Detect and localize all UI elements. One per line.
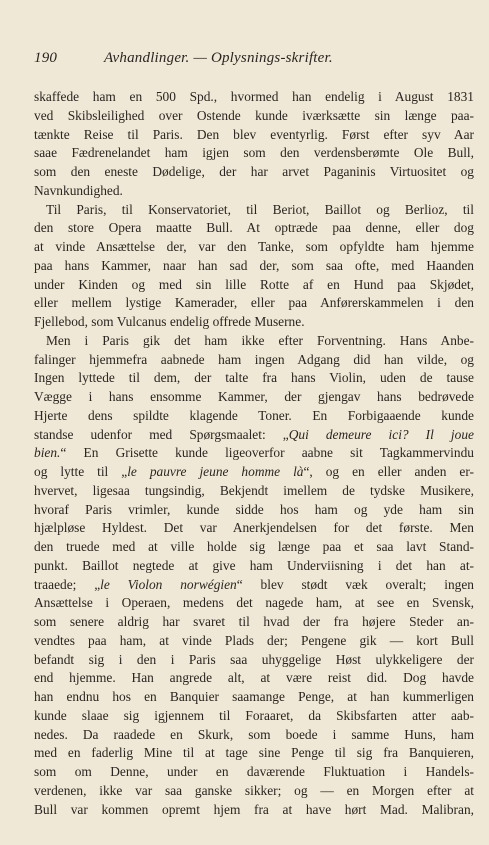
text-segment: paa hans Kammer, naar han sad der, som saa ofte, med Haanden	[34, 257, 474, 273]
text-line	[34, 351, 474, 370]
text-segment: med en faderlig Mine til at tage sine Penge til sig fra Banquieren,	[34, 745, 474, 761]
text-line	[34, 201, 474, 220]
text-segment: Til Paris, til Konservatoriet, til Beriot, Baillot og Berlioz, til	[46, 201, 474, 217]
text-segment: som senere aldrig har svaret til hvad der fra højere Steder an-	[34, 614, 474, 629]
text-line	[34, 276, 474, 295]
text-line	[34, 219, 474, 238]
text-segment: Vægge i hans ensomme Kammer, der gjengav hans bedrøvede	[34, 389, 474, 404]
text-segment: vendtes paa ham, at vinde Plads der; Pengene gik — kort Bull	[34, 632, 474, 648]
text-segment: at vinde Ansættelse der, var den Tanke, som opfyldte ham hjemme	[34, 239, 474, 254]
text-segment: hjælpløse Hyldest. Det var Anerkjendelsen for det første. Men	[34, 520, 474, 536]
text-line	[34, 313, 474, 332]
text-line	[34, 388, 474, 407]
text-line	[34, 763, 474, 782]
text-segment: “, og en eller anden er-	[303, 464, 474, 479]
text-segment: saae Fædrenelandet ham igjen som den verdensberømte Ole Bull,	[34, 145, 474, 161]
text-segment: Men i Paris gik det ham ikke efter Forventning. Hans Anbe-	[46, 332, 474, 348]
text-line	[34, 576, 474, 595]
text-line	[34, 669, 474, 688]
text-line	[34, 407, 474, 426]
text-segment: nedes. Da raadede en Skurk, som boede i samme Huns, ham	[34, 726, 474, 742]
text-segment: “ En Grisette kunde ligeoverfor aabne sit Tagkammervindu	[60, 445, 474, 461]
text-segment: under Kinden og med sin lille Rotte af en Hund paa Skjødet,	[34, 276, 474, 292]
text-segment: hvervet, ligesaa tungsindig, Bekjendt imellem de tydske Musikere,	[34, 482, 474, 498]
text-line	[34, 163, 474, 182]
text-segment: skaffede ham en 500 Spd., hvormed han endelig i August 1831	[34, 89, 474, 104]
text-segment: og lytte til „	[34, 464, 128, 479]
text-segment: tænkte Reise til Paris. Den blev eventyrlig. Først efter syv Aar	[34, 126, 474, 142]
text-line	[34, 482, 474, 501]
text-segment: hvoraf Paris vrimler, kunde sidde hos ham og yde ham sin	[34, 501, 474, 517]
text-segment: falinger hjemmefra aabnede ham ingen Adgang did han vilde, og	[34, 351, 474, 367]
text-segment: Ansættelse i Operaen, medens det nagede ham, at see en Svensk,	[34, 595, 474, 611]
italic-text: bien.	[34, 445, 61, 461]
text-line	[34, 613, 474, 632]
text-segment: som om Denne, under en daværende Fluktuation i Handels-	[34, 764, 474, 779]
text-line	[34, 238, 474, 257]
text-line	[34, 782, 474, 801]
text-line	[34, 744, 474, 763]
text-line	[34, 332, 474, 351]
text-segment: end hjemme. Han angrede alt, at være reist did. Dog havde	[34, 670, 474, 686]
text-segment: ved Skibsleilighed over Ostende kunde iværksætte sin længe paa-	[34, 107, 474, 123]
text-segment: Ingen lyttede til dem, der talte fra hans Violin, uden de tause	[34, 370, 474, 386]
text-line	[34, 126, 474, 145]
text-line	[34, 632, 474, 651]
text-line	[34, 519, 474, 538]
text-segment: traaede; „	[34, 576, 101, 592]
italic-text: le pauvre jeune homme là	[127, 464, 304, 479]
text-segment: verdenen, ikke var saa ganske sikker; og — en Morgen efter at	[34, 782, 474, 798]
text-segment: den truede med at ville holde sig længe paa et saa lavt Stand-	[34, 539, 474, 554]
italic-text: le Violon norwégien	[100, 576, 237, 592]
text-segment: Bull var kommen opremt hjem fra at have hørt Mad. Malibran,	[34, 801, 474, 817]
italic-text: Qui demeure ici? Il joue	[288, 426, 474, 442]
text-segment: den store Opera maatte Bull. At optræde paa denne, eller dog	[34, 220, 474, 236]
text-line	[34, 294, 474, 313]
text-segment: befandt sig i den i Paris saa uhyggelige Høst ulykkeligere der	[34, 651, 474, 667]
text-line	[34, 444, 474, 463]
text-line	[34, 801, 474, 820]
running-header	[34, 49, 474, 67]
text-line	[34, 182, 474, 201]
text-segment: “ blev stødt væk overalt; ingen	[236, 576, 474, 592]
text-segment: som den eneste Dødelige, der har arvet Paganinis Virtuositet og	[34, 164, 474, 179]
text-segment: kunde slaae sig igjennem til Foraaret, da Skibsfarten atter aab-	[34, 707, 474, 723]
text-segment: standse udenfor med Spørgsmaalet: „	[34, 426, 289, 442]
text-segment: eller mellem lystige Kamerader, eller paa Anførerskammelen i den	[34, 295, 474, 311]
text-line	[34, 726, 474, 745]
text-segment: punkt. Baillot negtede at give ham Underviisning i det han at-	[34, 557, 474, 573]
text-segment: Fjellebod, som Vulcanus endelig offrede Muserne.	[34, 314, 305, 329]
text-line	[34, 107, 474, 126]
text-line	[34, 463, 474, 482]
body-text	[34, 88, 474, 819]
text-line	[34, 651, 474, 670]
text-line	[34, 557, 474, 576]
text-segment: Hjerte dens spildte klagende Toner. En Forbigaaende kunde	[34, 407, 474, 423]
page-number: 190	[34, 50, 58, 66]
running-title: Avhandlinger. — Oplysnings-skrifter.	[104, 50, 333, 66]
text-segment: Navnkundighed.	[34, 182, 123, 198]
text-line	[34, 88, 474, 107]
text-line	[34, 257, 474, 276]
text-line	[34, 144, 474, 163]
text-line	[34, 688, 474, 707]
text-segment: han endnu hos en Banquier saamange Penge, at han kummerligen	[34, 689, 474, 704]
text-line	[34, 707, 474, 726]
text-line	[34, 538, 474, 557]
text-line	[34, 426, 474, 445]
text-line	[34, 501, 474, 520]
text-line	[34, 369, 474, 388]
text-line	[34, 594, 474, 613]
